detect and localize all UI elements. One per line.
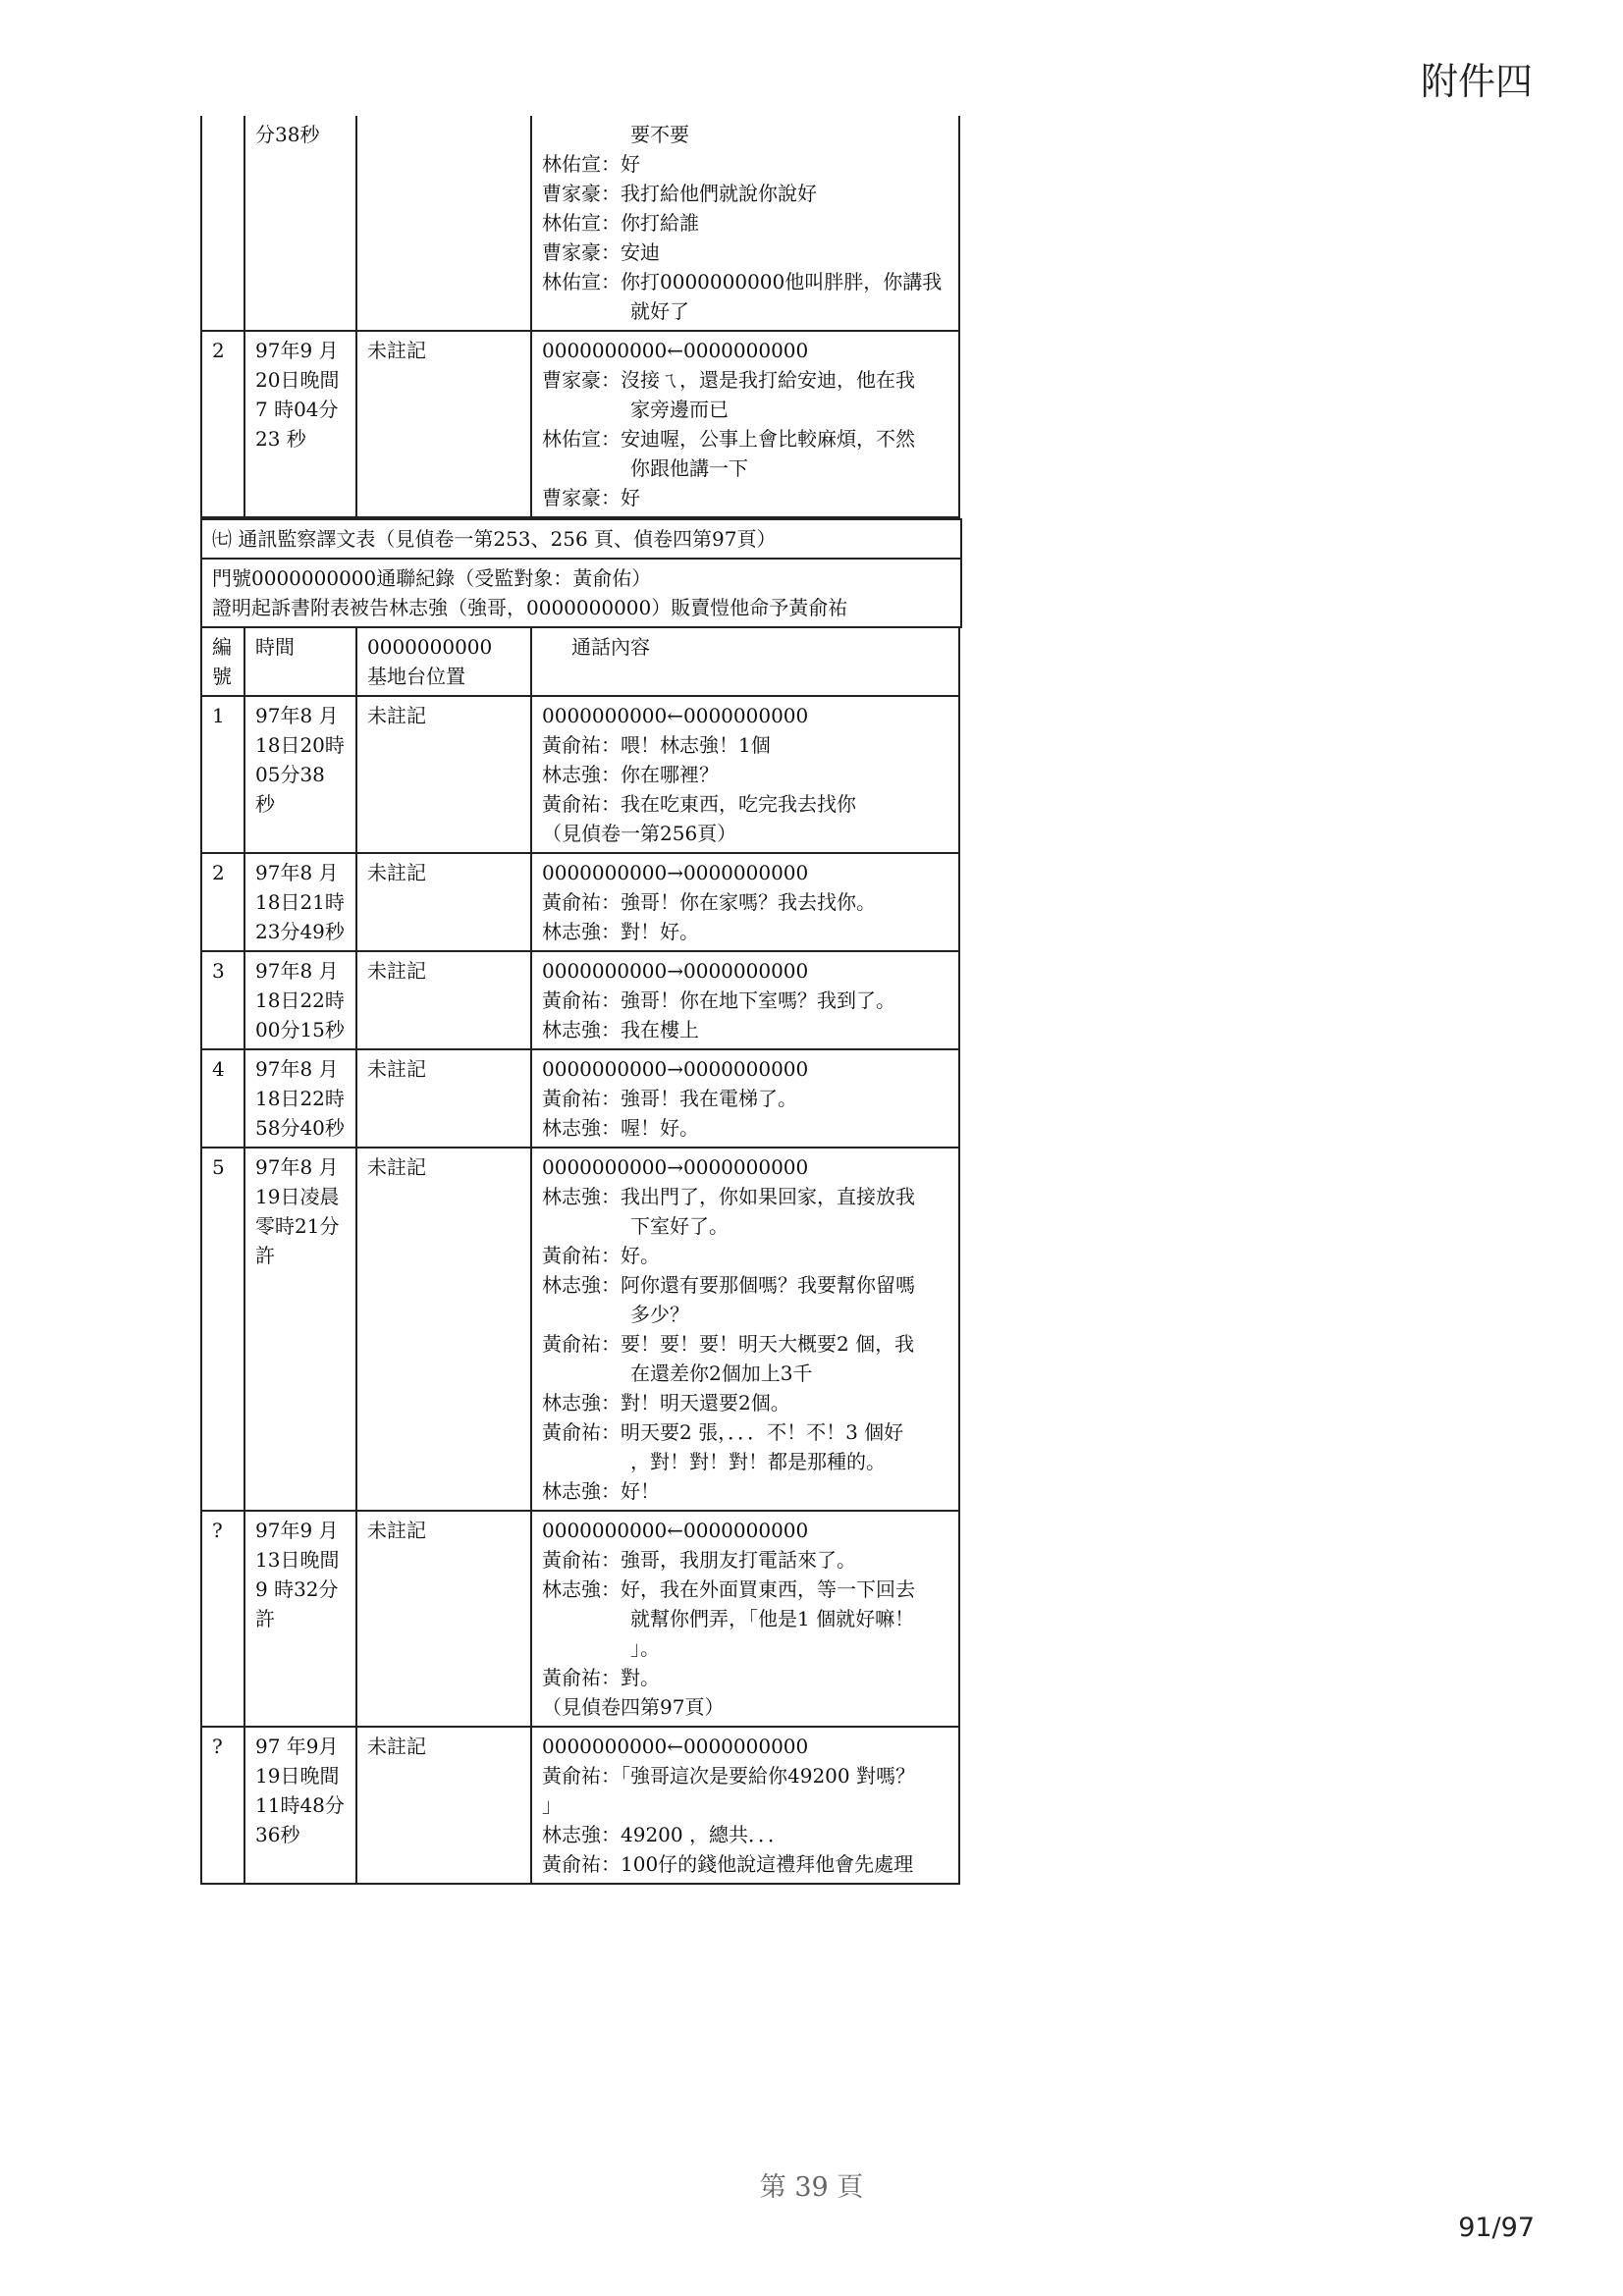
row-number: 2: [201, 331, 244, 517]
dialogue-line: 在還差你2個加上3千: [630, 1362, 813, 1385]
row-base-station: 未註記: [356, 1727, 531, 1884]
dialogue-line: 林佑宣：你打0000000000他叫胖胖，你講我: [542, 270, 943, 294]
document-body: [200, 116, 960, 1885]
row-base-station: [356, 116, 531, 331]
attachment-label: 附件四: [1420, 60, 1533, 103]
dialogue-line: 林志強：喔！好。: [542, 1116, 699, 1140]
row-number: ?: [201, 1511, 244, 1727]
row-number: 4: [201, 1049, 244, 1148]
table-row: [201, 951, 959, 1049]
table-row: [201, 696, 959, 853]
time-line: 97年8 月: [255, 959, 339, 983]
col-content-header: [531, 628, 959, 696]
time-line: 18日22時: [255, 988, 345, 1012]
dialogue-line: 你跟他講一下: [630, 456, 748, 480]
time-line: 18日21時: [255, 890, 345, 914]
row-base-station: 未註記: [356, 1511, 531, 1727]
dialogue-line: 黃俞祐：強哥！我在電梯了。: [542, 1087, 797, 1110]
row-time: [244, 696, 356, 853]
dialogue-line: 黃俞祐：明天要2 張，．．．不！不！3 個好: [542, 1420, 904, 1444]
time-line: 7 時04分: [255, 398, 339, 421]
row-content: [531, 853, 959, 951]
dialogue-line: 就好了: [630, 299, 689, 323]
dialogue-line: ，對！對！對！都是那種的。: [630, 1450, 886, 1473]
dialogue-line: 林佑宣：好: [542, 152, 640, 176]
row-time: [244, 1049, 356, 1148]
section-heading: ㈦ 通訊監察譯文表（見偵卷一第253、256 頁、偵卷四第97頁）: [200, 518, 962, 560]
time-line: 秒: [255, 792, 275, 816]
row-time: [244, 1511, 356, 1727]
dialogue-line: 曹家豪：沒接ㄟ，還是我打給安迪，他在我: [542, 368, 915, 392]
row-time: [244, 951, 356, 1049]
dialogue-line: 多少？: [630, 1303, 689, 1326]
column-header-row: [201, 628, 959, 696]
dialogue-line: 」。: [630, 1636, 660, 1660]
dialogue-line: 林志強：阿你還有要那個嗎？我要幫你留嗎: [542, 1273, 915, 1297]
row-number: 1: [201, 696, 244, 853]
time-line: 9 時32分: [255, 1577, 339, 1601]
time-line: 58分40秒: [255, 1116, 345, 1140]
time-line: 零時21分: [255, 1214, 340, 1238]
row-base-station: 未註記: [356, 951, 531, 1049]
time-line: 18日20時: [255, 733, 345, 757]
time-line: 97年8 月: [255, 704, 339, 727]
row-base-station: 未註記: [356, 331, 531, 517]
dialogue-line: 林志強：我出門了，你如果回家，直接放我: [542, 1185, 915, 1208]
page-number: 第 39 頁: [759, 2172, 864, 2203]
time-line: 23分49秒: [255, 920, 345, 943]
dialogue-line: 林志強：對！好。: [542, 920, 699, 943]
dialogue-line: 林志強：我在樓上: [542, 1018, 699, 1041]
row-time: [244, 1148, 356, 1511]
dialogue-line: 」: [542, 1793, 562, 1817]
row-content: [531, 951, 959, 1049]
time-line: 97年9 月: [255, 1519, 339, 1542]
dialogue-line: 0000000000←0000000000: [542, 1735, 809, 1758]
table-row: [201, 853, 959, 951]
row-content: [531, 1511, 959, 1727]
time-line: 97年8 月: [255, 1155, 339, 1179]
dialogue-line: 下室好了。: [630, 1214, 729, 1238]
call-table-b: [200, 628, 960, 1885]
time-line: 23 秒: [255, 427, 306, 451]
row-content: [531, 116, 959, 331]
dialogue-line: 0000000000→0000000000: [542, 959, 809, 983]
time-line: 19日晚間: [255, 1764, 340, 1788]
col-base-header: [356, 628, 531, 696]
time-line: 36秒: [255, 1823, 300, 1846]
dialogue-line: 0000000000→0000000000: [542, 1057, 809, 1081]
row-content: [531, 696, 959, 853]
col-time-header: 時間: [244, 628, 356, 696]
dialogue-line: 黃俞祐：強哥，我朋友打電話來了。: [542, 1548, 856, 1572]
dialogue-line: 0000000000←0000000000: [542, 704, 809, 727]
dialogue-line: 0000000000→0000000000: [542, 1155, 809, 1179]
row-number: 5: [201, 1148, 244, 1511]
time-line: 19日凌晨: [255, 1185, 340, 1208]
dialogue-line: 要不要: [630, 123, 689, 146]
time-line: 18日22時: [255, 1087, 345, 1110]
call-table-a: [200, 116, 960, 518]
dialogue-line: 林志強：好，我在外面買東西，等一下回去: [542, 1577, 915, 1601]
row-base-station: 未註記: [356, 1148, 531, 1511]
col-base-line-1: 0000000000: [367, 635, 493, 659]
dialogue-line: 黃俞祐：對。: [542, 1666, 660, 1689]
row-time: [244, 331, 356, 517]
col-base-line-2: 基地台位置: [367, 665, 465, 688]
time-line: 97 年9月: [255, 1735, 339, 1758]
row-base-station: 未註記: [356, 1049, 531, 1148]
time-line: 97年8 月: [255, 861, 339, 884]
dialogue-line: 黃俞祐：強哥！你在家嗎？我去找你。: [542, 890, 876, 914]
dialogue-line: （見偵卷一第256頁）: [542, 822, 737, 845]
row-number: [201, 116, 244, 331]
time-line: 00分15秒: [255, 1018, 345, 1041]
row-content: [531, 331, 959, 517]
dialogue-line: 家旁邊而已: [630, 398, 729, 421]
time-line: 20日晚間: [255, 368, 340, 392]
time-line: 許: [255, 1244, 275, 1267]
time-line: 97年9 月: [255, 339, 339, 362]
dialogue-line: 就幫你們弄，「他是1 個就好嘛！: [630, 1607, 915, 1630]
dialogue-line: 林志強：你在哪裡？: [542, 763, 719, 786]
row-base-station: 未註記: [356, 696, 531, 853]
row-number: ?: [201, 1727, 244, 1884]
time-line: 05分38: [255, 763, 325, 786]
time-line: 13日晚間: [255, 1548, 340, 1572]
col-num-line-2: 號: [212, 665, 232, 688]
dialogue-line: 林志強：對！明天還要2個。: [542, 1391, 790, 1415]
table-row: [201, 1511, 959, 1727]
row-number: 2: [201, 853, 244, 951]
time-line: 11時48分: [255, 1793, 345, 1817]
dialogue-line: （見偵卷四第97頁）: [542, 1695, 725, 1719]
time-line: 97年8 月: [255, 1057, 339, 1081]
row-time: [244, 1727, 356, 1884]
row-content: [531, 1049, 959, 1148]
time-line: 許: [255, 1607, 275, 1630]
record-title: [200, 560, 962, 628]
dialogue-line: 曹家豪：我打給他們就說你說好: [542, 182, 817, 205]
row-base-station: 未註記: [356, 853, 531, 951]
col-num-line-1: 編: [212, 635, 232, 659]
dialogue-line: 黃俞祐：我在吃東西，吃完我去找你: [542, 792, 856, 816]
col-content-label: 通話內容: [571, 635, 650, 659]
dialogue-line: 黃俞祐：要！要！要！明天大概要2 個，我: [542, 1332, 915, 1356]
dialogue-line: 林志強：好！: [542, 1479, 660, 1503]
dialogue-line: 林佑宣：你打給誰: [542, 211, 699, 235]
table-row: [201, 1727, 959, 1884]
table-row: [201, 331, 959, 517]
dialogue-line: 0000000000←0000000000: [542, 339, 809, 362]
dialogue-line: 0000000000→0000000000: [542, 861, 809, 884]
page-total: 91/97: [1458, 2213, 1535, 2243]
record-title-line-2: 證明起訴書附表被告林志強（強哥，0000000000）販賣愷他命予黃俞祐: [212, 596, 848, 619]
row-time: [244, 853, 356, 951]
row-time: [244, 116, 356, 331]
dialogue-line: 黃俞祐：「強哥這次是要給你49200 對嗎？: [542, 1764, 915, 1788]
dialogue-line: 林志強：49200 ，總共．．．: [542, 1823, 787, 1846]
table-row: [201, 1049, 959, 1148]
row-content: [531, 1727, 959, 1884]
dialogue-line: 黃俞祐：好。: [542, 1244, 660, 1267]
dialogue-line: 曹家豪：安迪: [542, 240, 660, 264]
dialogue-line: 曹家豪：好: [542, 486, 640, 509]
dialogue-line: 0000000000←0000000000: [542, 1519, 809, 1542]
record-title-line-1: 門號0000000000通聯紀錄（受監對象：黃俞佑）: [212, 566, 652, 590]
row-number: 3: [201, 951, 244, 1049]
table-row: [201, 116, 959, 331]
table-row: [201, 1148, 959, 1511]
dialogue-line: 黃俞祐：強哥！你在地下室嗎？我到了。: [542, 988, 895, 1012]
row-content: [531, 1148, 959, 1511]
col-num-header: [201, 628, 244, 696]
dialogue-line: 黃俞祐：喂！林志強！1個: [542, 733, 771, 757]
time-line: 分38秒: [255, 123, 320, 146]
dialogue-line: 林佑宣：安迪喔，公事上會比較麻煩，不然: [542, 427, 915, 451]
dialogue-line: 黃俞祐：100仔的錢他說這禮拜他會先處理: [542, 1852, 914, 1876]
